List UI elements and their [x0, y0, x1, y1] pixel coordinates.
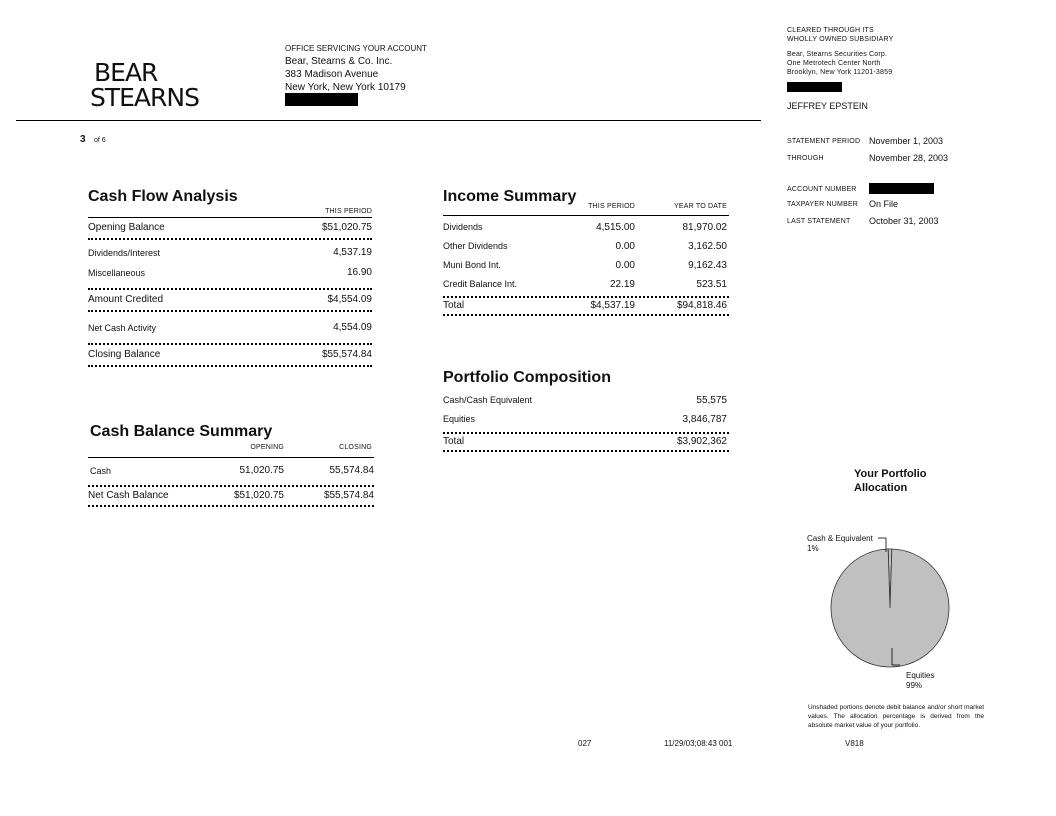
income-headers: [443, 203, 729, 211]
portfolio-rows: [443, 391, 729, 429]
redaction-bar: [285, 93, 358, 106]
dotted-rule: [88, 310, 372, 312]
allocation-title-line-1: Your Portfolio: [854, 468, 927, 480]
income-row-ytd: 9,162.43: [688, 260, 727, 271]
period-label: STATEMENT PERIOD: [787, 138, 861, 145]
cash-slice-percent: 1%: [807, 544, 819, 553]
client-name: JEFFREY EPSTEIN: [787, 101, 868, 111]
cash-row: [88, 461, 374, 481]
clearing-block: [787, 26, 894, 77]
taxpayer-value: On File: [869, 199, 899, 209]
opening-balance-value: $51,020.75: [321, 222, 372, 233]
net-cash-balance-row: [88, 487, 374, 505]
dotted-rule: [88, 238, 372, 240]
cash-closing: 55,574.84: [329, 465, 374, 476]
dividends-label: Dividends/Interest: [88, 248, 161, 258]
income-row-period: 22.19: [609, 279, 635, 290]
income-rows: [443, 218, 729, 294]
portfolio-row-value: 3,846,787: [682, 414, 727, 425]
subsidiary-street: One Metrotech Center North: [787, 60, 881, 67]
portfolio-row: [443, 410, 729, 429]
equities-slice-name: Equities: [906, 671, 935, 680]
office-name: Bear, Stearns & Co. Inc.: [285, 56, 393, 67]
footer-code: 027: [578, 739, 592, 748]
portfolio-row-value: 55,575: [696, 395, 727, 406]
cash-slice-label: [807, 534, 873, 554]
income-row-ytd: 523.51: [696, 279, 727, 290]
period-value: November 1, 2003: [869, 136, 944, 146]
opening-balance-row: [88, 218, 372, 238]
income-section: [443, 188, 729, 316]
income-row-ytd: 3,162.50: [688, 241, 727, 252]
allocation-note: Unshaded portions denote debit balance and/or short market values. The allocation percentage is derived from the absolute market value of your portfolio.: [808, 704, 984, 729]
cash-balance-section: [88, 423, 374, 507]
dotted-rule: [88, 365, 372, 367]
page-indicator: [80, 129, 106, 147]
income-row-period: 4,515.00: [596, 222, 635, 233]
through-label: THROUGH: [787, 155, 824, 162]
income-row-ytd: 81,970.02: [682, 222, 727, 233]
misc-label: Miscellaneous: [88, 268, 146, 278]
opening-balance-label: Opening Balance: [88, 222, 165, 233]
office-city: New York, New York 10179: [285, 82, 406, 93]
portfolio-total-label: Total: [443, 436, 465, 447]
bear-stearns-logo: [90, 60, 199, 110]
col-year-to-date: YEAR TO DATE: [674, 203, 727, 210]
office-block: [285, 44, 427, 93]
header-rule: [16, 120, 761, 121]
income-row-label: Dividends: [443, 222, 483, 232]
page-number: 3: [80, 134, 86, 145]
col-closing: CLOSING: [339, 444, 372, 451]
portfolio-total-row: [443, 434, 729, 450]
cash-opening: 51,020.75: [239, 465, 284, 476]
income-row-label: Other Dividends: [443, 241, 508, 251]
logo-line-1: BEAR: [94, 58, 158, 87]
cleared-line-2: WHOLLY OWNED SUBSIDIARY: [787, 36, 894, 43]
last-statement-value: October 31, 2003: [869, 216, 939, 226]
dotted-rule: [88, 505, 374, 507]
rule: [443, 215, 729, 216]
cash-slice-name: Cash & Equivalent: [807, 534, 873, 543]
subsidiary-city: Brooklyn, New York 11201-3859: [787, 69, 893, 76]
taxpayer-label: TAXPAYER NUMBER: [787, 201, 859, 208]
income-row-period: 0.00: [615, 260, 635, 271]
income-row-period: 0.00: [615, 241, 635, 252]
portfolio-title: Portfolio Composition: [443, 369, 611, 386]
allocation-title: [854, 467, 927, 495]
col-this-period: THIS PERIOD: [588, 203, 635, 210]
amount-credited-row: [88, 290, 372, 310]
net-cash-label: Net Cash Activity: [88, 323, 157, 333]
net-cash-balance-label: Net Cash Balance: [88, 490, 169, 501]
misc-row: [88, 263, 372, 283]
income-row: [443, 218, 729, 237]
amount-credited-value: $4,554.09: [327, 294, 372, 305]
portfolio-row-label: Equities: [443, 414, 476, 424]
allocation-title-line-2: Allocation: [854, 482, 908, 494]
net-cash-value: 4,554.09: [333, 322, 372, 333]
income-total-ytd: $94,818.46: [676, 300, 727, 311]
closing-balance-label: Closing Balance: [88, 349, 161, 360]
redaction-bar: [787, 82, 842, 92]
net-cash-balance-closing: $55,574.84: [323, 490, 374, 501]
misc-value: 16.90: [346, 267, 372, 278]
closing-balance-row: [88, 345, 372, 365]
equities-slice-percent: 99%: [906, 681, 923, 690]
portfolio-row: [443, 391, 729, 410]
income-title: Income Summary: [443, 188, 577, 205]
account-redaction: [869, 183, 934, 194]
dotted-rule: [443, 314, 729, 316]
income-row: [443, 256, 729, 275]
net-cash-balance-opening: $51,020.75: [233, 490, 284, 501]
logo-line-2: STEARNS: [90, 83, 199, 112]
dividends-value: 4,537.19: [333, 247, 372, 258]
through-value: November 28, 2003: [869, 153, 949, 163]
income-row: [443, 275, 729, 294]
closing-balance-value: $55,574.84: [321, 349, 372, 360]
dotted-rule: [443, 450, 729, 452]
equities-slice-label: [906, 671, 934, 691]
cash-balance-headers: [88, 444, 374, 456]
cash-balance-title: Cash Balance Summary: [90, 423, 273, 440]
office-street: 383 Madison Avenue: [285, 69, 379, 80]
portfolio-section: [443, 369, 729, 452]
cleared-line-1: CLEARED THROUGH ITS: [787, 27, 874, 34]
cash-label: Cash: [90, 466, 112, 476]
income-row: [443, 237, 729, 256]
rule: [88, 457, 374, 458]
col-opening: OPENING: [250, 444, 284, 451]
cash-flow-col-header: THIS PERIOD: [325, 208, 372, 215]
portfolio-total-value: $3,902,362: [676, 436, 727, 447]
footer-version: V818: [845, 739, 864, 748]
amount-credited-label: Amount Credited: [88, 294, 164, 305]
income-total-period: $4,537.19: [590, 300, 635, 311]
footer-timestamp: 11/29/03;08:43 001: [664, 739, 733, 748]
cash-flow-section: [88, 188, 372, 367]
subsidiary-name: Bear, Stearns Securities Corp.: [787, 51, 888, 58]
income-row-label: Muni Bond Int.: [443, 260, 502, 270]
net-cash-row: [88, 318, 372, 338]
income-total-label: Total: [443, 300, 465, 311]
income-row-label: Credit Balance Int.: [443, 279, 518, 289]
dividends-row: [88, 243, 372, 263]
page-of: of 6: [94, 137, 106, 144]
portfolio-row-label: Cash/Cash Equivalent: [443, 395, 533, 405]
cash-flow-title: Cash Flow Analysis: [88, 188, 238, 205]
income-total-row: [443, 298, 729, 314]
last-statement-label: LAST STATEMENT: [787, 218, 851, 225]
account-label: ACCOUNT NUMBER: [787, 186, 857, 193]
office-label: OFFICE SERVICING YOUR ACCOUNT: [285, 44, 427, 53]
